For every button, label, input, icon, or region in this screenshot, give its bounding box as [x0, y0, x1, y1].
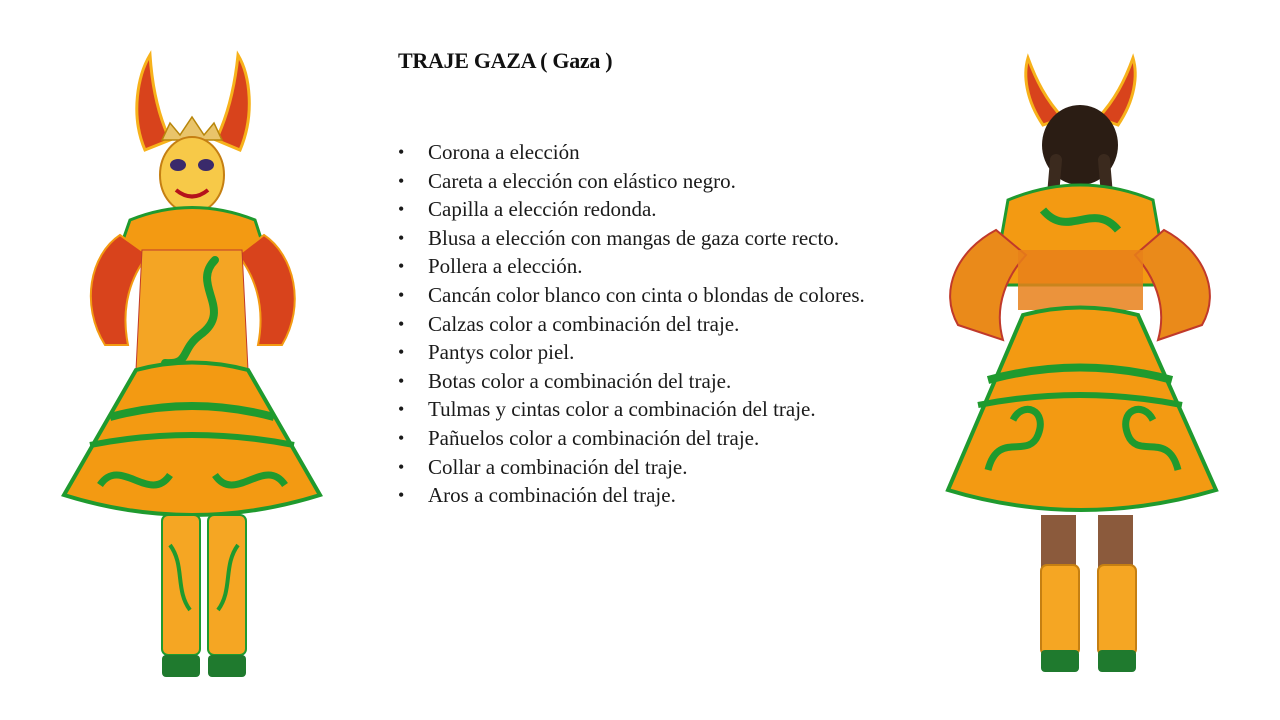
list-item: • Pollera a elección.: [398, 252, 958, 281]
list-item: • Botas color a combinación del traje.: [398, 367, 958, 396]
costume-back-photo: [928, 50, 1243, 690]
list-item: • Collar a combinación del traje.: [398, 453, 958, 482]
list-item: • Pañuelos color a combinación del traje.: [398, 424, 958, 453]
list-item: • Blusa a elección con mangas de gaza corte recto.: [398, 224, 958, 253]
list-item: • Pantys color piel.: [398, 338, 958, 367]
list-item: • Cancán color blanco con cinta o blondas de colores.: [398, 281, 958, 310]
list-item: • Aros a combinación del traje.: [398, 481, 958, 510]
list-item: • Capilla a elección redonda.: [398, 195, 958, 224]
list-item: • Corona a elección: [398, 138, 958, 167]
list-item: • Careta a elección con elástico negro.: [398, 167, 958, 196]
list-item: • Tulmas y cintas color a combinación del traje.: [398, 395, 958, 424]
costume-items-list: [398, 138, 958, 510]
list-item: • Calzas color a combinación del traje.: [398, 310, 958, 339]
costume-front-photo: [50, 45, 335, 690]
slide-title: TRAJE GAZA ( Gaza ): [398, 48, 613, 73]
